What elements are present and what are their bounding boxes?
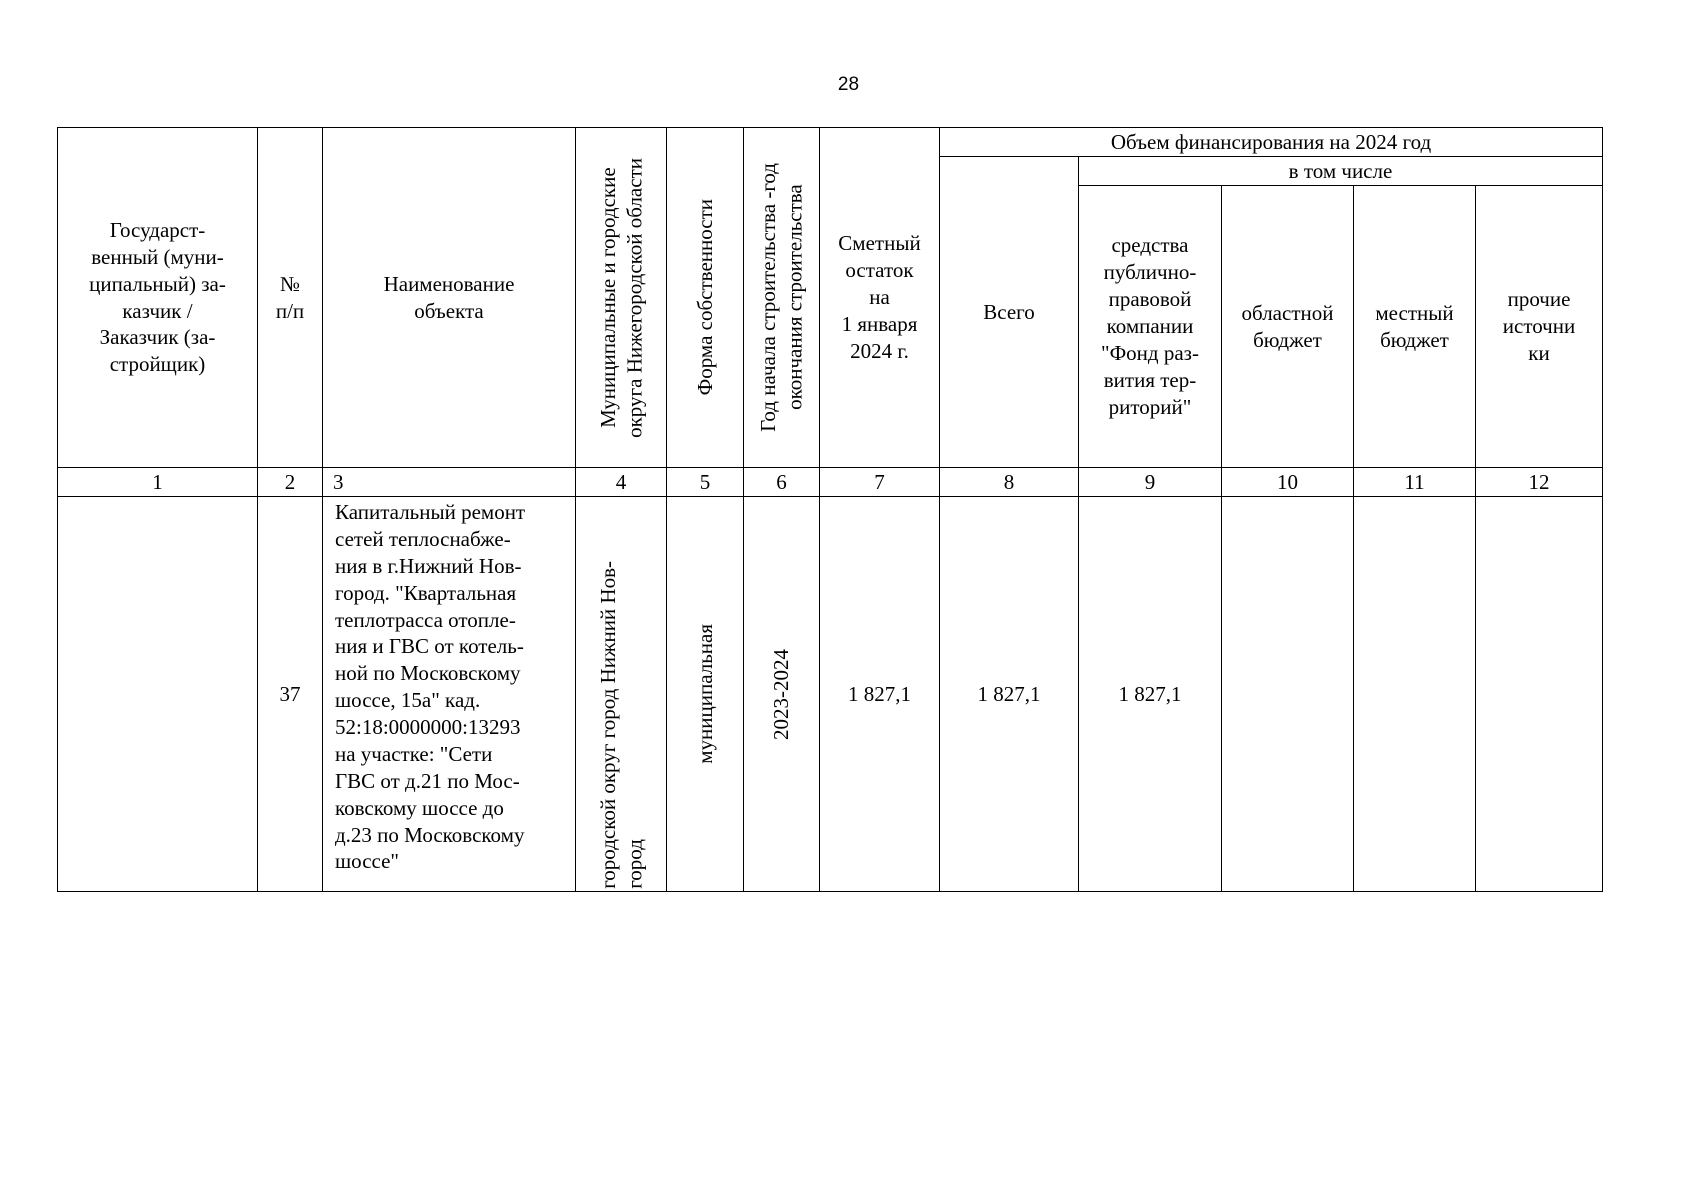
header-funding-title [940, 128, 1603, 157]
header-estimate [820, 128, 940, 468]
row-total: 1 827,1 [940, 497, 1079, 892]
header-funding-title-label: Объем финансирования на 2024 год [1110, 129, 1432, 154]
column-number: 3 [323, 468, 576, 497]
column-number: 7 [820, 468, 940, 497]
header-row [58, 128, 1603, 157]
header-other-label: прочие источни ки [1502, 287, 1576, 365]
row-ownership-text: муниципальная [692, 624, 717, 764]
column-number-row [58, 468, 1603, 497]
column-number: 9 [1079, 468, 1222, 497]
column-number: 6 [744, 468, 820, 497]
row-local [1354, 497, 1476, 892]
row-object-name-text: Капитальный ремонт сетей теплоснабже- ния в г.Нижний Нов- город. "Квартальная теплотрасса отопле- ния и ГВС от котель- ной по Московскому шоссе, 15а" кад. 52:18:0000000:13293 на участке: "Сети ГВС от д.21 по Мос- ковскому шоссе до д.23 по Московскому шоссе" [335, 500, 526, 874]
row-num: 37 [258, 497, 323, 892]
header-ownership-label: Форма собственности [692, 199, 717, 396]
column-number: 11 [1354, 468, 1476, 497]
header-fund [1079, 186, 1222, 468]
row-fund: 1 827,1 [1079, 497, 1222, 892]
header-total-label: Всего [983, 299, 1035, 324]
row-years-text: 2023-2024 [769, 648, 794, 740]
header-regional [1222, 186, 1354, 468]
row-regional [1222, 497, 1354, 892]
header-fund-label: средства публично- правовой компании "Фонд раз- вития тер- риторий" [1101, 233, 1199, 419]
header-municipality [576, 128, 667, 468]
header-years-label: Год начала строительства -год окончания строительства [756, 163, 807, 432]
header-num [258, 128, 323, 468]
header-including-label: в том числе [1288, 158, 1393, 183]
header-customer [58, 128, 258, 468]
row-customer [58, 497, 258, 892]
column-number: 4 [576, 468, 667, 497]
header-other [1476, 186, 1603, 468]
column-number: 10 [1222, 468, 1354, 497]
header-object-name-label: Наименование объекта [383, 271, 515, 323]
header-object-name [323, 128, 576, 468]
row-ownership [667, 497, 744, 892]
header-municipality-label: Муниципальные и городские округа Нижегородской области [595, 157, 646, 438]
header-customer-label: Государст- венный (муни- ципальный) за- казчик / Заказчик (за- стройщик) [89, 217, 226, 377]
row-municipality [576, 497, 667, 892]
row-municipality-text: городской округ город Нижний Нов- город [595, 561, 646, 889]
header-num-label: № п/п [275, 271, 305, 323]
table-row [58, 497, 1603, 892]
column-number: 12 [1476, 468, 1603, 497]
header-regional-label: областной бюджет [1241, 300, 1334, 352]
header-total [940, 157, 1079, 468]
column-number: 2 [258, 468, 323, 497]
header-including [1079, 157, 1603, 186]
column-number: 1 [58, 468, 258, 497]
row-object-name [323, 497, 576, 892]
header-estimate-label: Сметный остаток на 1 января 2024 г. [838, 231, 921, 363]
financing-table [57, 127, 1603, 892]
column-number: 5 [667, 468, 744, 497]
column-number: 8 [940, 468, 1079, 497]
page-number: 28 [837, 74, 860, 95]
row-years [744, 497, 820, 892]
header-local [1354, 186, 1476, 468]
row-estimate: 1 827,1 [820, 497, 940, 892]
header-years [744, 128, 820, 468]
header-local-label: местный бюджет [1375, 300, 1454, 352]
header-ownership [667, 128, 744, 468]
row-other [1476, 497, 1603, 892]
